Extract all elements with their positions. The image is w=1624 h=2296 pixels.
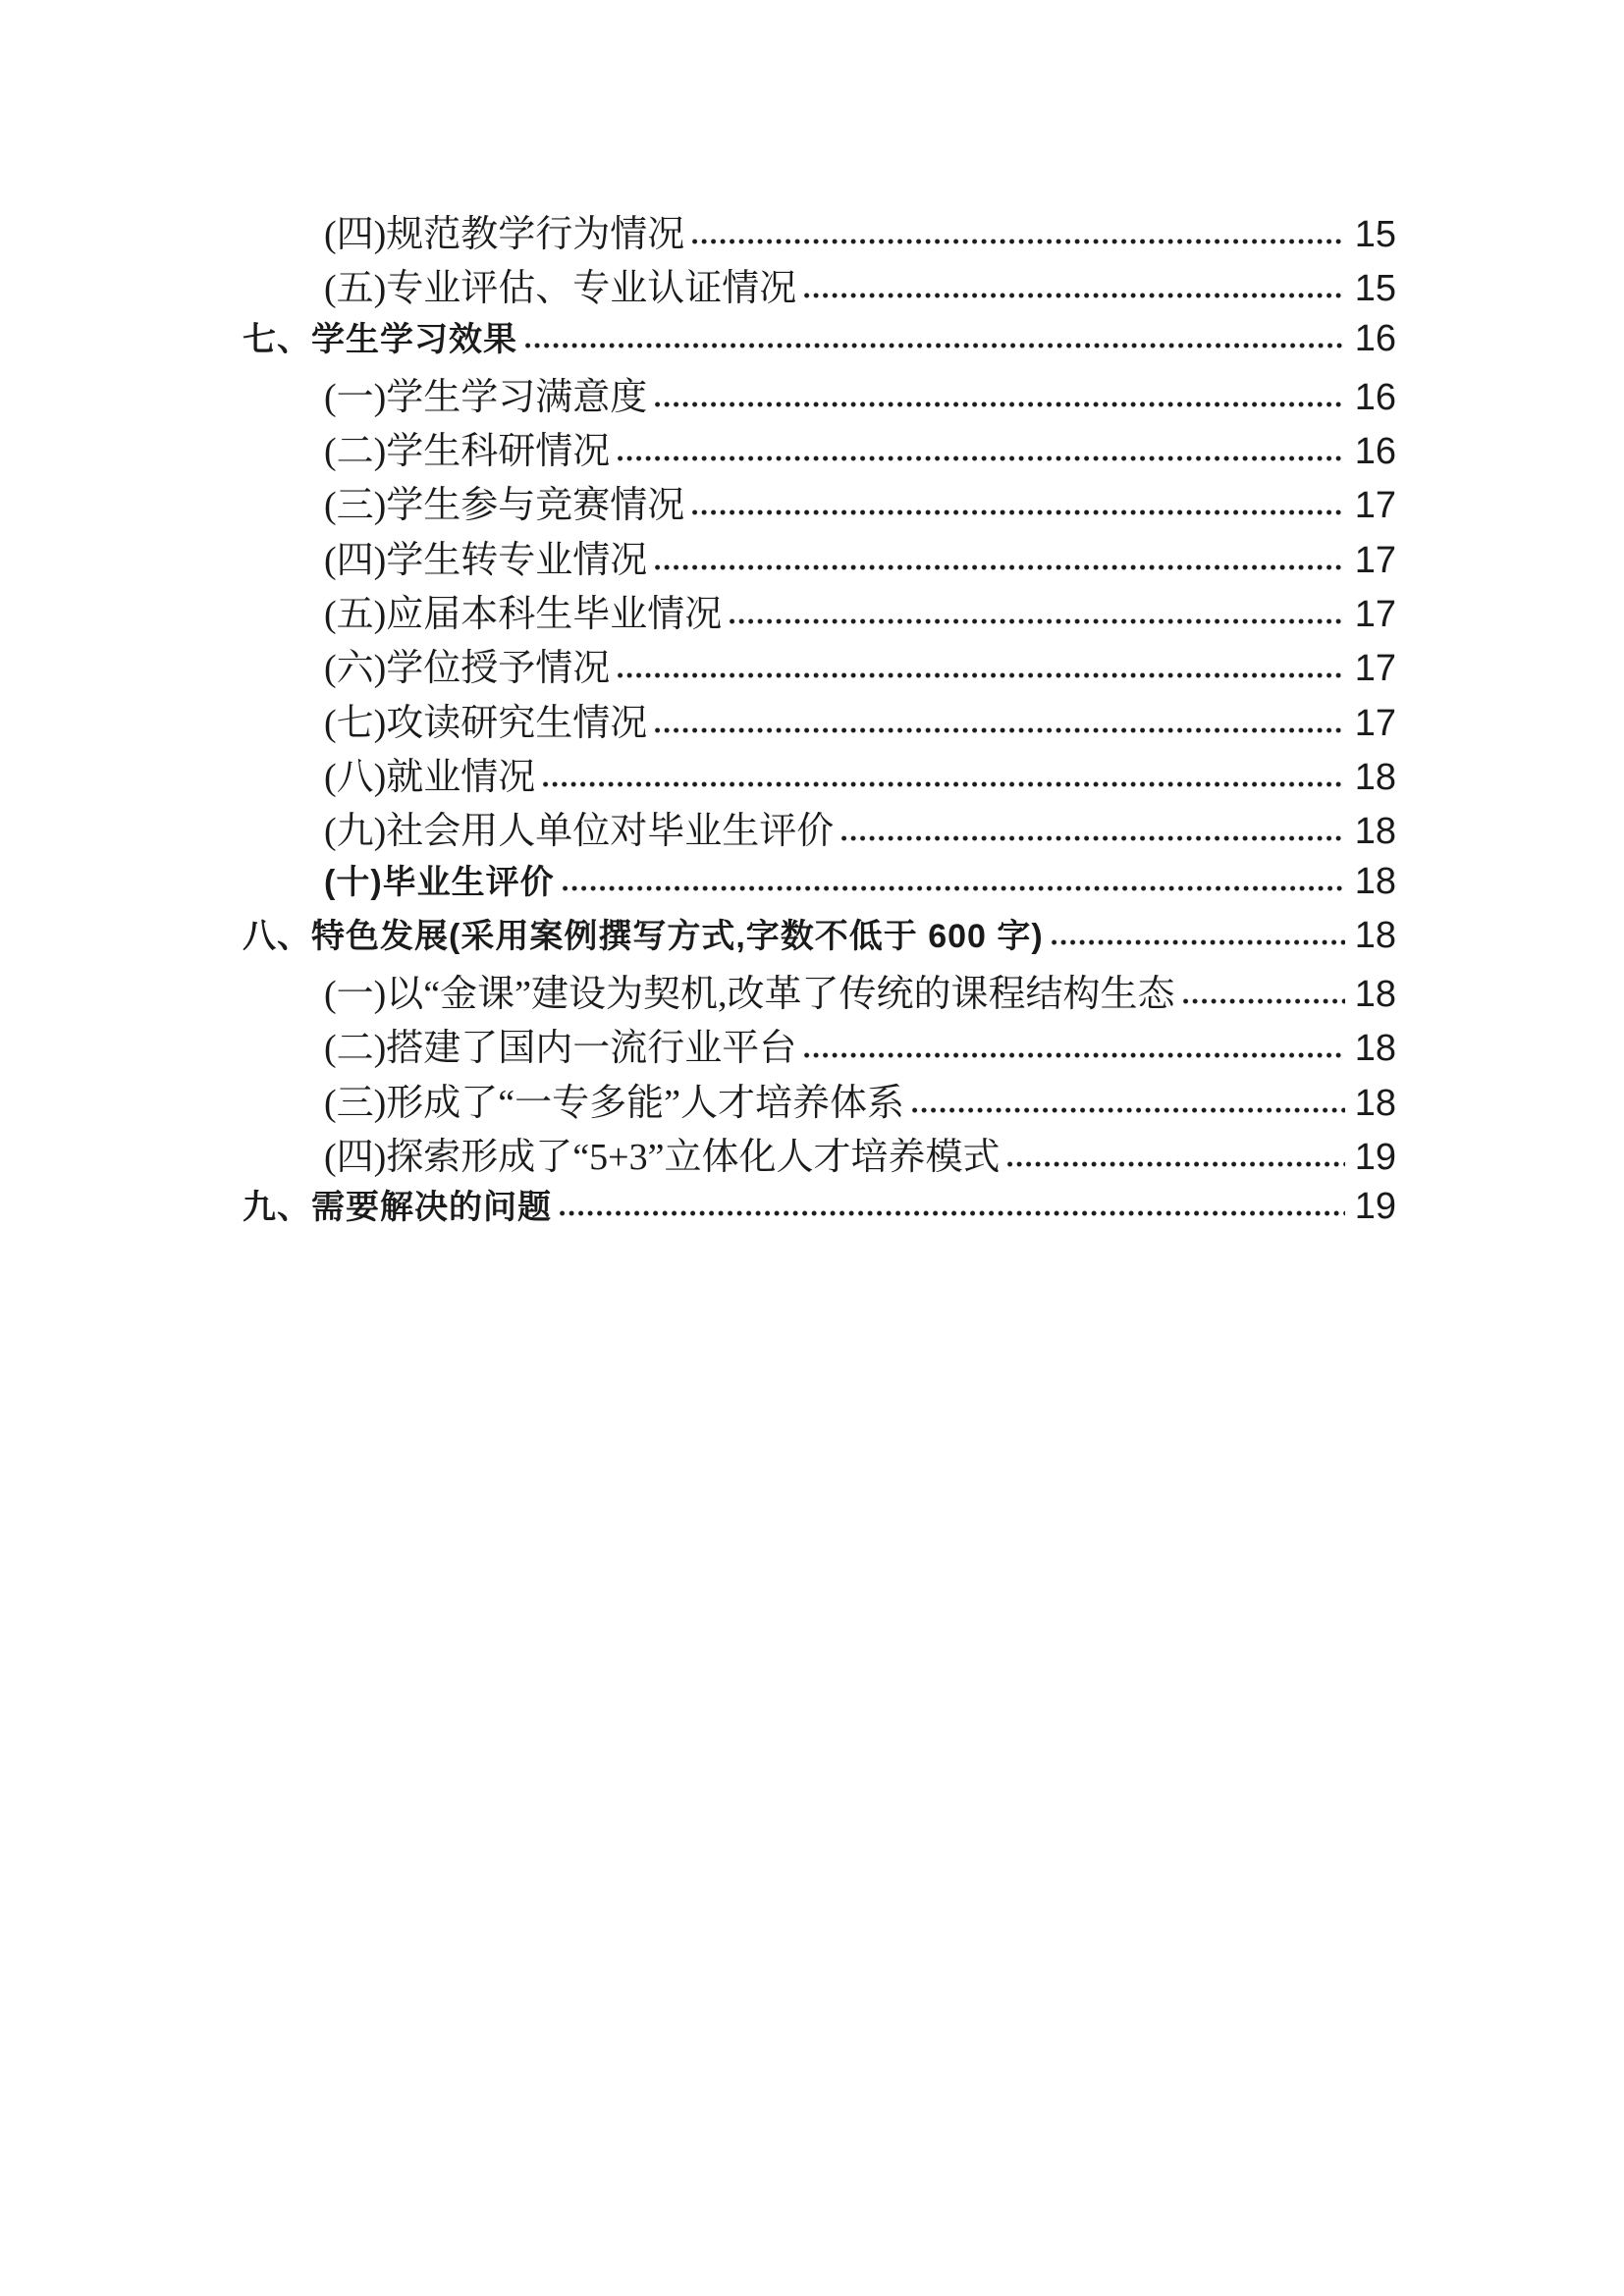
toc-entry-page: 17	[1354, 485, 1396, 527]
dot-leader	[804, 293, 1344, 298]
toc-entry-title: 八、特色发展(采用案例撰写方式,字数不低于 600 字)	[243, 917, 1044, 955]
toc-entry[interactable]	[0, 474, 1624, 528]
toc-entry[interactable]	[0, 583, 1624, 637]
toc-entry[interactable]	[0, 1180, 1624, 1234]
toc-entry-page: 17	[1354, 648, 1396, 690]
toc-entry-title: (二)搭建了国内一流行业平台	[324, 1028, 797, 1070]
toc-entry[interactable]	[0, 1072, 1624, 1126]
dot-leader	[543, 781, 1344, 787]
toc-entry-page: 17	[1354, 594, 1396, 636]
toc-entry-title: (四)学生转专业情况	[324, 539, 648, 581]
dot-leader	[804, 1052, 1344, 1058]
toc-entry-page: 18	[1354, 811, 1396, 853]
toc-entry-title: (四)探索形成了“5+3”立体化人才培养模式	[324, 1137, 1001, 1179]
dot-leader	[560, 1210, 1345, 1216]
dot-leader	[618, 455, 1344, 461]
dot-leader	[655, 727, 1344, 733]
dot-leader	[692, 239, 1344, 244]
dot-leader	[912, 1107, 1345, 1113]
toc-entry[interactable]	[0, 312, 1624, 366]
toc-entry-title: (六)学位授予情况	[324, 648, 611, 690]
toc-entry-title: (五)专业评估、专业认证情况	[324, 268, 797, 310]
toc-entry-page: 18	[1354, 1028, 1396, 1070]
toc-entry[interactable]	[0, 855, 1624, 909]
toc-entry-page: 18	[1354, 974, 1396, 1016]
toc-entry-page: 17	[1354, 702, 1396, 744]
toc-entry-title: (十)毕业生评价	[324, 863, 555, 901]
toc-entry[interactable]	[0, 746, 1624, 800]
toc-entry-title: (一)学生学习满意度	[324, 376, 648, 418]
toc-entry-page: 19	[1354, 1186, 1396, 1228]
dot-leader	[655, 564, 1344, 570]
dot-leader	[692, 509, 1344, 515]
toc-entry[interactable]	[0, 963, 1624, 1017]
toc-entry-title: (五)应届本科生毕业情况	[324, 594, 723, 636]
dot-leader	[841, 835, 1344, 841]
toc-entry-title: (八)就业情况	[324, 756, 536, 798]
toc-entry[interactable]	[0, 909, 1624, 963]
toc-entry-title: (四)规范教学行为情况	[324, 214, 685, 255]
toc-entry-title: (二)学生科研情况	[324, 431, 611, 473]
toc-entry-page: 19	[1354, 1137, 1396, 1179]
toc-entry[interactable]	[0, 637, 1624, 691]
toc-entry-title: (三)形成了“一专多能”人才培养体系	[324, 1082, 905, 1124]
toc-entry[interactable]	[0, 257, 1624, 311]
toc-entry-title: (一)以“金课”建设为契机,改革了传统的课程结构生态	[324, 974, 1175, 1016]
toc-entry-title: 七、学生学习效果	[243, 320, 517, 358]
dot-leader	[1183, 998, 1345, 1004]
toc-entry[interactable]	[0, 1017, 1624, 1071]
dot-leader	[1007, 1161, 1344, 1167]
toc-entry[interactable]	[0, 692, 1624, 746]
toc-entry-page: 17	[1354, 539, 1396, 581]
toc-entry-page: 18	[1354, 914, 1396, 956]
toc-entry[interactable]	[0, 1126, 1624, 1180]
toc-entry-page: 18	[1354, 860, 1396, 902]
dot-leader	[525, 343, 1345, 348]
toc-entry-page: 16	[1354, 317, 1396, 359]
table-of-contents	[0, 203, 1624, 1235]
toc-entry-page: 15	[1354, 268, 1396, 310]
dot-leader	[1052, 939, 1345, 945]
toc-entry-page: 18	[1354, 756, 1396, 798]
toc-entry-title: (七)攻读研究生情况	[324, 702, 648, 744]
toc-entry[interactable]	[0, 366, 1624, 420]
toc-entry-page: 18	[1354, 1082, 1396, 1124]
dot-leader	[655, 401, 1344, 407]
toc-entry-page: 16	[1354, 376, 1396, 418]
dot-leader	[730, 618, 1344, 624]
toc-entry[interactable]	[0, 203, 1624, 257]
toc-entry-title: (三)学生参与竞赛情况	[324, 485, 685, 527]
toc-entry[interactable]	[0, 420, 1624, 474]
toc-entry[interactable]	[0, 529, 1624, 583]
dot-leader	[618, 672, 1344, 678]
toc-entry-title: (九)社会用人单位对毕业生评价	[324, 811, 835, 853]
dot-leader	[563, 885, 1345, 891]
toc-entry-page: 15	[1354, 214, 1396, 255]
toc-entry-title: 九、需要解决的问题	[243, 1189, 552, 1227]
toc-entry[interactable]	[0, 800, 1624, 854]
toc-entry-page: 16	[1354, 431, 1396, 473]
